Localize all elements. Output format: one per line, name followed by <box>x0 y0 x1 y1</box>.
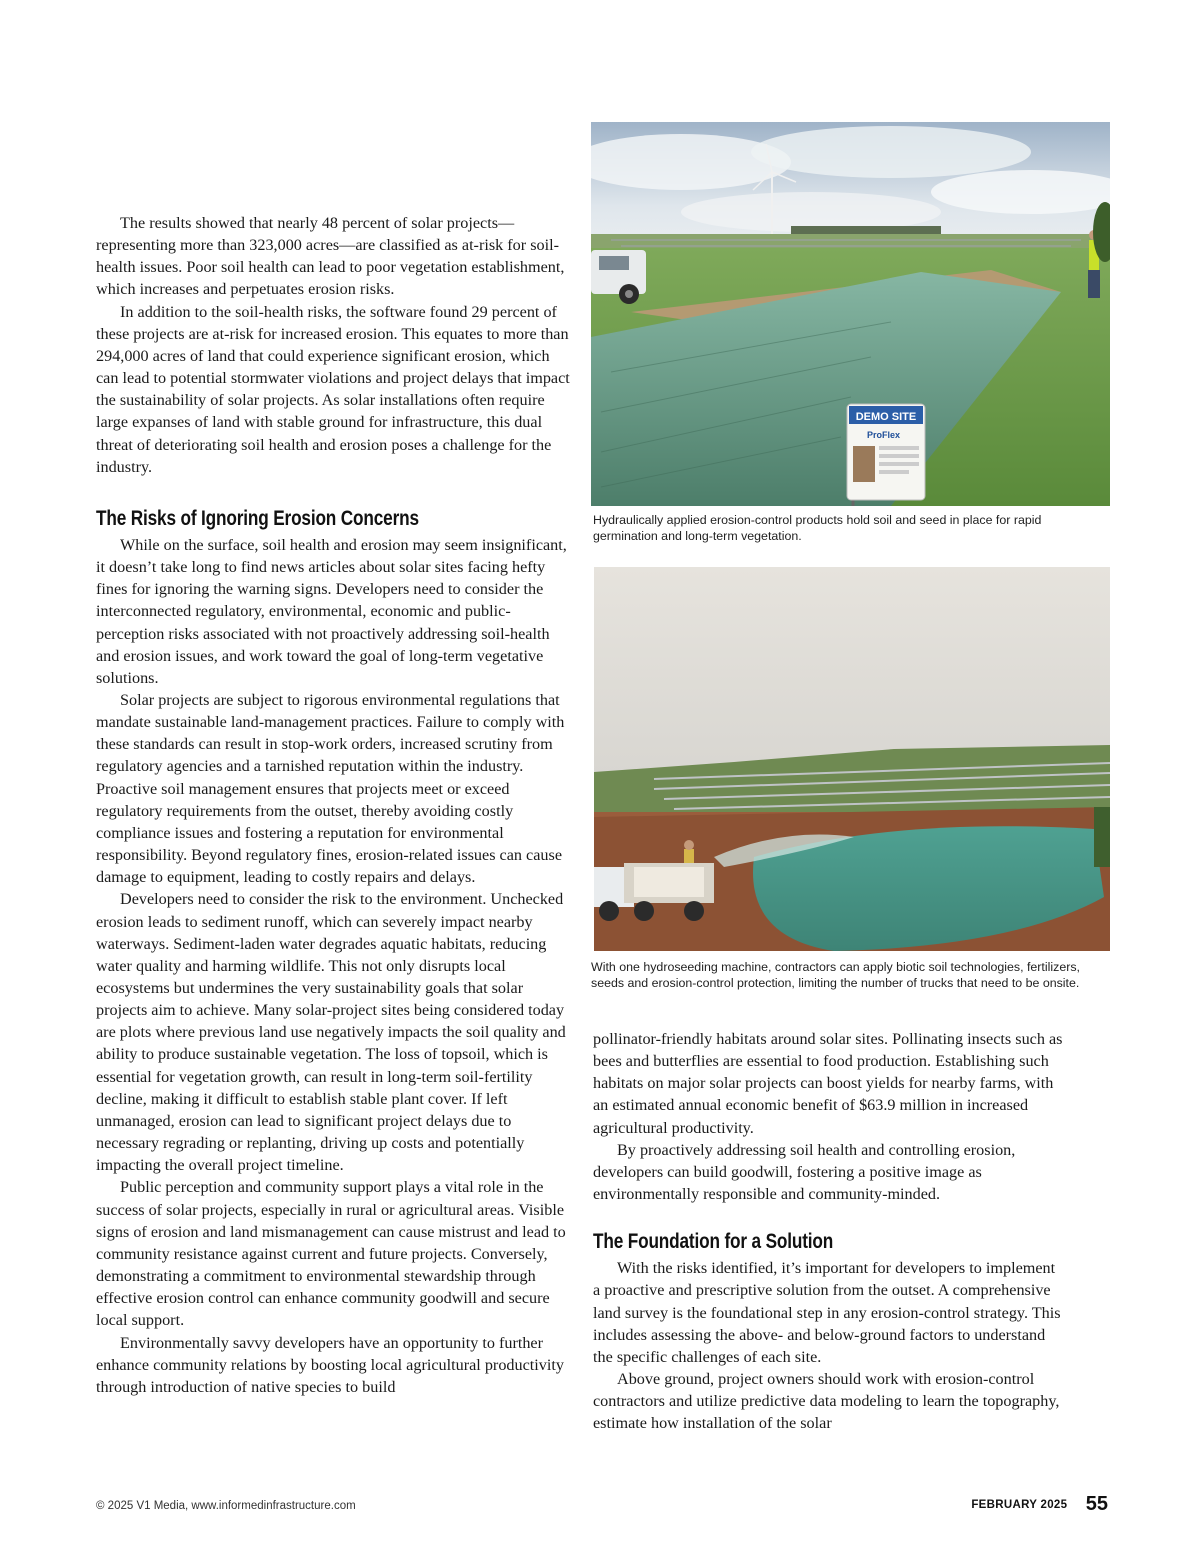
paragraph: Above ground, project owners should work with erosion-control contractors and utilize predictive data modeling to learn the topography, estimate how installation of the solar <box>593 1370 1060 1433</box>
photo-hydroseeding-image <box>594 567 1110 951</box>
photo-hydroseeding <box>594 567 1110 951</box>
footer-issue-info <box>971 1493 1108 1516</box>
photo-caption: With one hydroseeding machine, contractors can apply biotic soil technologies, fertilizers, seeds and erosion-control protection, limiting the number of trucks that need to be onsite. <box>591 960 1080 990</box>
demo-site-sign-brand: ProFlex <box>867 430 901 440</box>
paragraph: Solar projects are subject to rigorous environmental regulations that mandate sustainable land-management practices. Failure to comply with these standards can result in stop-work orders, increased scrutiny from regulatory agencies and a tarnished reputation within the industry. Proactive soil management ensures that projects meet or exceed regulatory requirements from the outset, thereby avoiding costly compliance issues and fostering a reputation for environmental responsibility. Beyond regulatory fines, erosion-related issues can cause damage to equipment, leading to costly repairs and delays. <box>96 690 565 887</box>
paragraph: While on the surface, soil health and erosion may seem insignificant, it doesn’t take long to find news articles about solar sites facing hefty fines for ignoring the warning signs. Developers need to consider the interconnected regulatory, environmental, economic and public-perception risks associated with not proactively addressing soil-health and erosion issues, and work toward the goal of long-term vegetative solutions. <box>96 535 567 687</box>
left-column <box>96 212 570 1398</box>
paragraph: In addition to the soil-health risks, the software found 29 percent of these projects are at-risk for increased erosion. This equates to more than 294,000 acres of land that could experience significant erosion, which can lead to potential stormwater violations and project delays that impact the sustainability of solar projects. As solar installations often require large expanses of land with stable ground for infrastructure, this dual threat of deteriorating soil health and erosion poses a challenge for the industry. <box>96 302 570 476</box>
paragraph: pollinator-friendly habitats around solar sites. Pollinating insects such as bees and butterflies are essential to food production. Establishing such habitats on major solar projects can boost yields for nearby farms, with an estimated annual economic benefit of $63.9 million in increased agricultural productivity. <box>593 1030 1063 1137</box>
footer-copyright: © 2025 V1 Media, www.informedinfrastructure.com <box>96 1500 356 1512</box>
paragraph: By proactively addressing soil health and controlling erosion, developers can build goodwill, fostering a positive image as environmentally responsible and community-minded. <box>593 1140 1016 1204</box>
page-number: 55 <box>1085 1493 1108 1515</box>
demo-site-sign-title: DEMO SITE <box>855 411 917 423</box>
section-heading: The Risks of Ignoring Erosion Concerns <box>96 506 419 530</box>
paragraph: With the risks identified, it’s important for developers to implement a proactive and prescriptive solution from the outset. A comprehensive land survey is the foundational step in any erosion-control strategy. This includes assessing the above- and below-ground factors to understand the specific challenges of each site. <box>593 1259 1061 1366</box>
issue-date: FEBRUARY 2025 <box>971 1498 1068 1511</box>
photo-demo-site <box>591 122 1110 506</box>
photo-demo-site-image <box>591 122 1110 506</box>
right-column <box>593 1028 1065 1435</box>
paragraph: Environmentally savvy developers have an opportunity to further enhance community relations by boosting local agricultural productivity through introduction of native species to build <box>96 1333 564 1396</box>
section-heading: The Foundation for a Solution <box>593 1230 834 1254</box>
paragraph: Public perception and community support plays a vital role in the success of solar projects, especially in rural or agricultural areas. Visible signs of erosion and land mismanagement can cause mistrust and lead to community resistance against current and future projects. Conversely, demonstrating a commitment to environmental stewardship through effective erosion control can enhance community goodwill and secure local support. <box>96 1178 566 1330</box>
photo-caption: Hydraulically applied erosion-control products hold soil and seed in place for rapid germination and long-term vegetation. <box>593 513 1042 543</box>
paragraph: The results showed that nearly 48 percent of solar projects—representing more than 323,000 acres—are classified as at-risk for soil-health issues. Poor soil health can lead to poor vegetation establishment, which increases and perpetuates erosion risks. <box>96 214 565 299</box>
paragraph: Developers need to consider the risk to the environment. Unchecked erosion leads to sediment runoff, which can severely impact nearby waterways. Sediment-laden water degrades aquatic habitats, reducing water quality and harming wildlife. This not only disrupts local ecosystems but undermines the very sustainability goals that solar projects aim to achieve. Many solar-project sites being considered today are plots where previous land use negatively impacts the soil quality and ability to produce sustainable vegetation. The loss of topsoil, which is essential for vegetation growth, can result in long-term soil-fertility decline, making it difficult to establish stable plant cover. If left unmanaged, erosion can lead to significant project delays due to necessary regrading or replanting, driving up costs and potentially impacting the overall project timeline. <box>96 890 566 1175</box>
